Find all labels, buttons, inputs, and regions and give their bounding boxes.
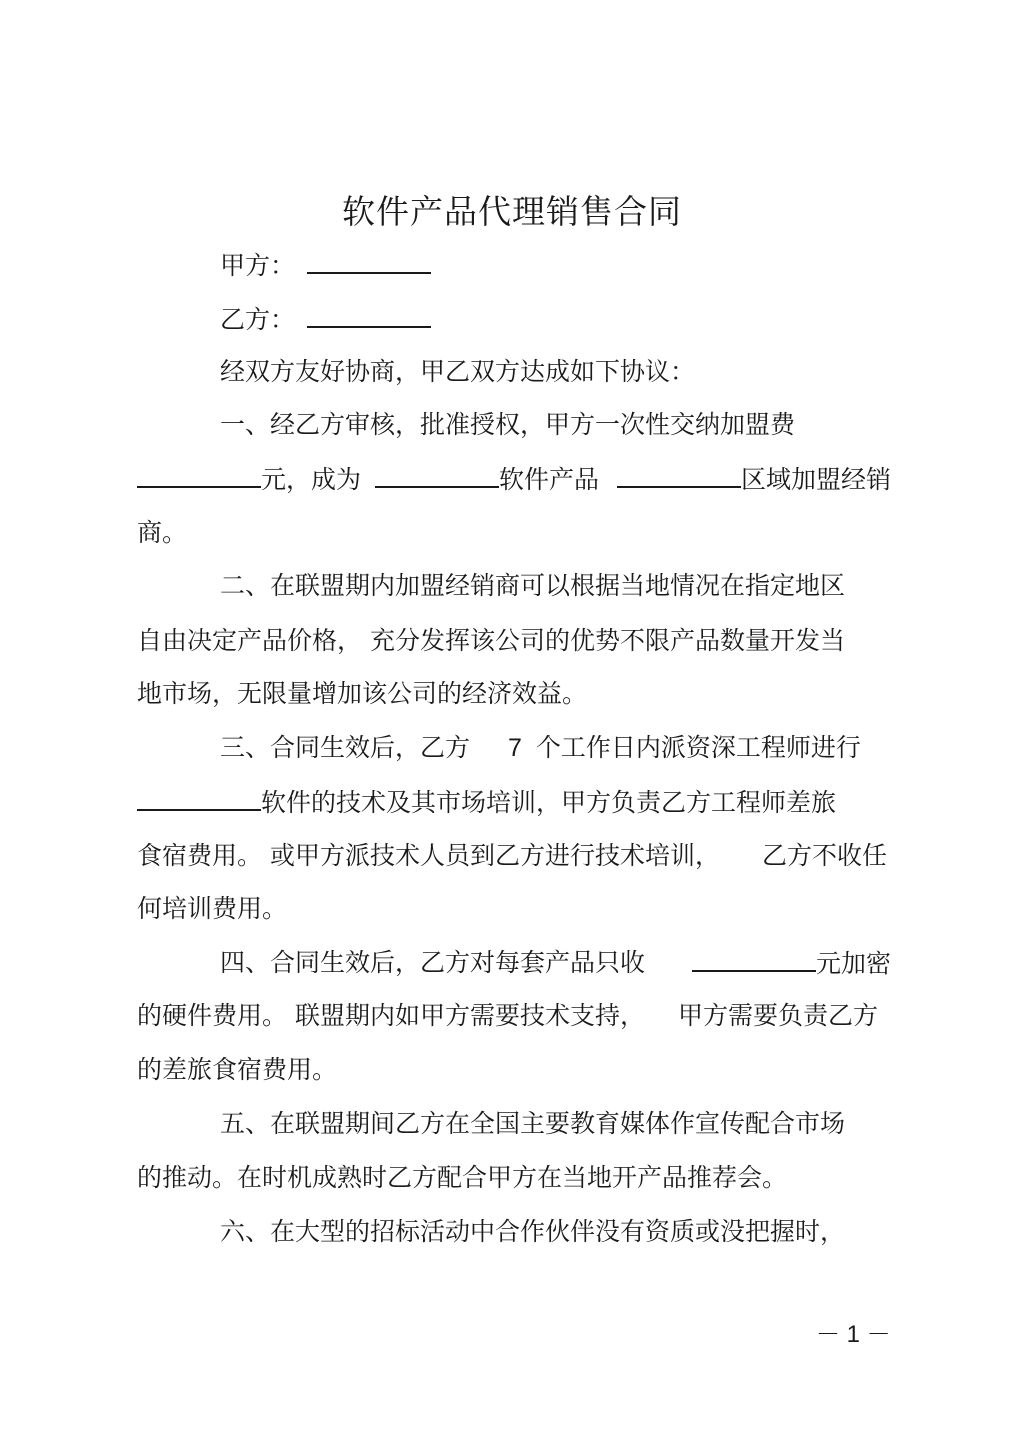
clause-2-line-2: 自由决定产品价格， 充分发挥该公司的优势不限产品数量开发当	[137, 626, 845, 655]
party-b-blank	[307, 304, 431, 328]
clause-4-line-2: 的硬件费用。 联盟期内如甲方需要技术支持，	[137, 1001, 645, 1030]
region-blank	[617, 464, 741, 488]
document-title: 软件产品代理销售合同	[342, 192, 682, 231]
product-blank	[375, 464, 499, 488]
hardware-fee-blank	[692, 948, 816, 972]
clause-5-line-1: 五、在联盟期间乙方在全国主要教育媒体作宣传配合市场	[220, 1109, 846, 1138]
party-a-label: 甲方：	[220, 251, 296, 280]
clause-3-text-c: 软件的技术及其市场培训，甲方负责乙方工程师差旅	[261, 788, 837, 817]
clause-1-text-b: 软件产品	[498, 465, 599, 494]
clause-4-line-1-right	[692, 948, 891, 979]
clause-3-text-a: 三、合同生效后，乙方	[220, 733, 471, 762]
clause-4-line-2-right: 甲方需要负责乙方	[678, 1001, 879, 1030]
clause-5-line-2: 的推动。在时机成熟时乙方配合甲方在当地开产品推荐会。	[137, 1163, 788, 1192]
party-a-line	[220, 250, 431, 281]
clause-3-line-3-right: 乙方不收任	[762, 841, 888, 870]
party-b-line	[220, 304, 431, 335]
intro-paragraph: 经双方友好协商，甲乙双方达成如下协议：	[220, 357, 696, 386]
clause-1-text-a: 元，成为	[261, 465, 362, 494]
clause-3-line-3	[137, 841, 720, 871]
fee-blank	[137, 464, 261, 488]
clause-1-line-1: 一、经乙方审核，批准授权，甲方一次性交纳加盟费	[220, 410, 796, 439]
clause-3-line-1	[220, 733, 861, 763]
clause-1-line-3: 商。	[137, 518, 188, 547]
clause-3-text-d: 食宿费用。 或甲方派技术人员到乙方进行技术培训，	[137, 841, 720, 870]
clause-1-line-2	[137, 464, 891, 495]
clause-3-text-b: 个工作日内派资深工程师进行	[535, 733, 861, 762]
party-b-label: 乙方：	[220, 305, 296, 334]
training-product-blank	[137, 787, 261, 811]
clause-4-text-b: 元加密	[816, 949, 892, 978]
clause-2-line-3: 地市场，无限量增加该公司的经济效益。	[137, 679, 588, 708]
clause-2-line-1: 二、在联盟期内加盟经销商可以根据当地情况在指定地区	[220, 571, 846, 600]
page-number: － 1 －	[816, 1321, 891, 1348]
clause-1-text-c: 区域加盟经销	[740, 465, 891, 494]
clause-3-line-4: 何培训费用。	[137, 894, 288, 923]
party-a-blank	[307, 250, 431, 274]
clause-6-line-1: 六、在大型的招标活动中合作伙伴没有资质或没把握时，	[220, 1217, 846, 1246]
clause-4-line-3: 的差旅食宿费用。	[137, 1055, 338, 1084]
clause-3-days: 7	[508, 734, 522, 762]
clause-3-line-2	[137, 787, 836, 818]
clause-4-line-1: 四、合同生效后，乙方对每套产品只收	[220, 948, 646, 977]
